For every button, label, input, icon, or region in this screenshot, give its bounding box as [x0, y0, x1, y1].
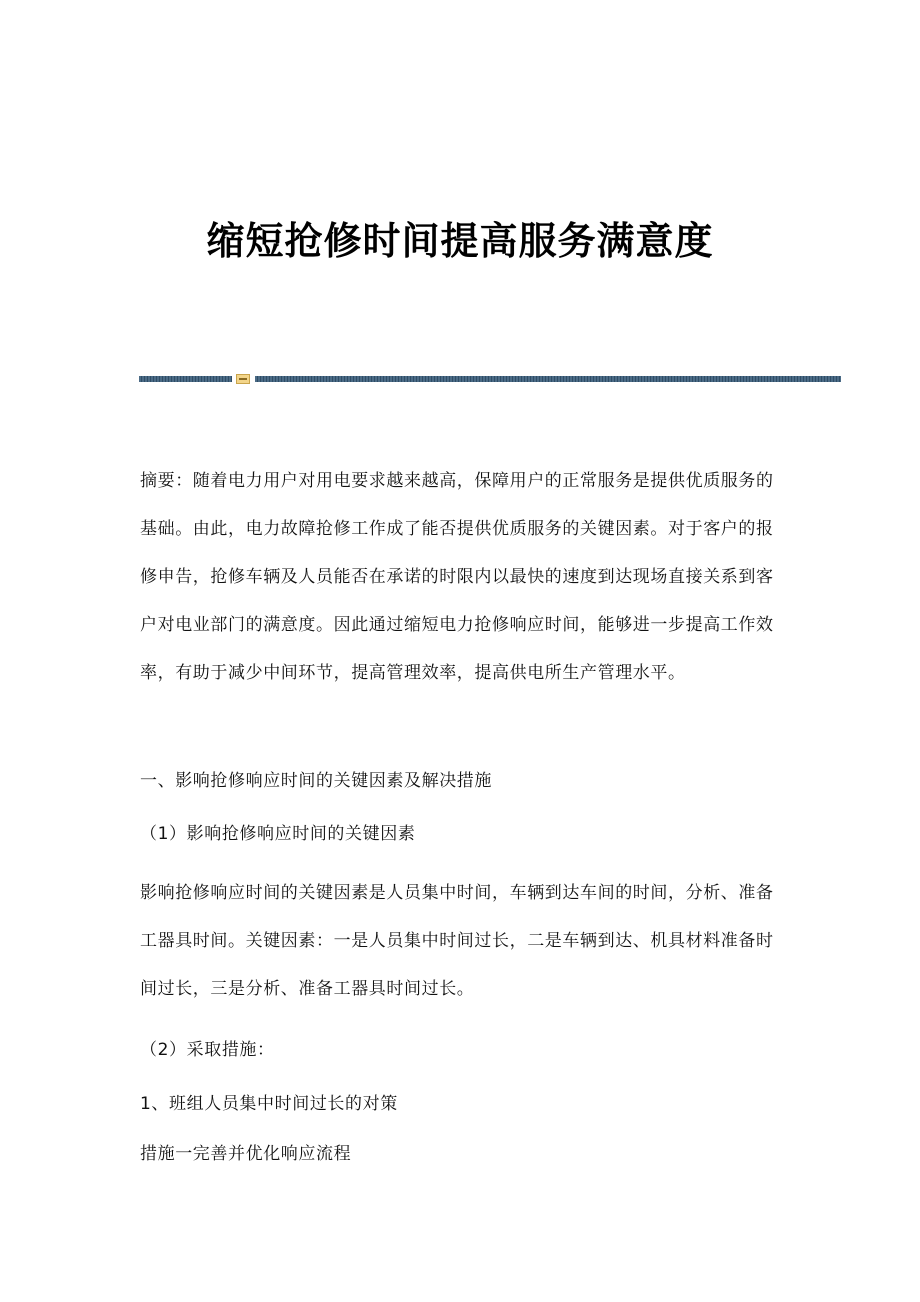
abstract-paragraph: 摘要：随着电力用户对用电要求越来越高，保障用户的正常服务是提供优质服务的基础。由此，电力故障抢修工作成了能否提供优质服务的关键因素。对于客户的报修申告，抢修车辆及人员能否在承诺的时限内以最快的速度到达现场直接关系到客户对电业部门的满意度。因此通过缩短电力抢修响应时间，能够进一步提高工作效率，有助于减少中间环节，提高管理效率，提高供电所生产管理水平。 [140, 471, 774, 683]
item-heading: 1、班组人员集中时间过长的对策 [140, 1094, 398, 1114]
divider-bar-right [255, 376, 841, 382]
divider-bar-left [139, 376, 232, 382]
divider-ornament-icon [236, 374, 250, 384]
title-divider [139, 374, 841, 384]
measure-line: 措施一完善并优化响应流程 [140, 1144, 352, 1164]
factors-paragraph: 影响抢修响应时间的关键因素是人员集中时间，车辆到达车间的时间，分析、准备工器具时间。关键因素：一是人员集中时间过长，二是车辆到达、机具材料准备时间过长，三是分析、准备工器具时间过长。 [140, 883, 774, 999]
subsection-heading-measures: （2）采取措施： [140, 1040, 275, 1060]
page-title: 缩短抢修时间提高服务满意度 [206, 218, 714, 263]
subsection-heading-factors: （1）影响抢修响应时间的关键因素 [140, 824, 416, 844]
section-heading: 一、影响抢修响应时间的关键因素及解决措施 [140, 771, 492, 791]
